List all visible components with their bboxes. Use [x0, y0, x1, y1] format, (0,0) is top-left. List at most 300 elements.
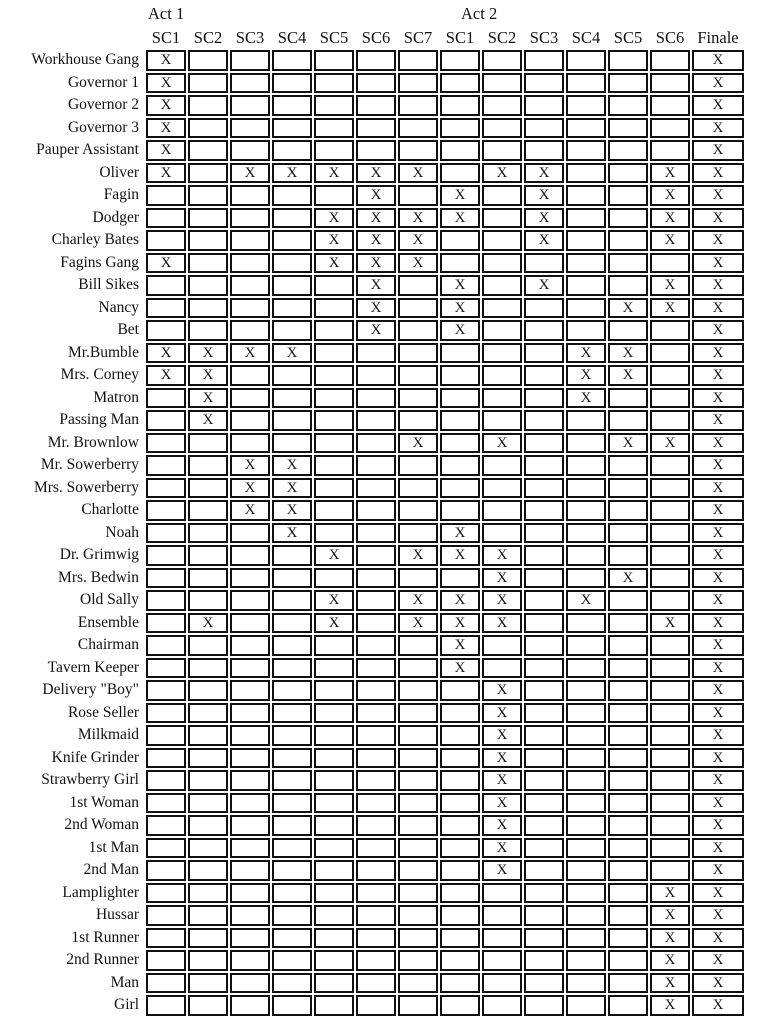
- row-label: 1st Woman: [69, 793, 139, 811]
- empty-cell: [440, 680, 480, 701]
- empty-cell: [398, 388, 438, 409]
- empty-cell: [230, 613, 270, 634]
- empty-cell: [188, 680, 228, 701]
- empty-cell: [356, 770, 396, 791]
- table-row: [4, 140, 744, 161]
- empty-cell: [566, 163, 606, 184]
- mark-cell: X: [692, 838, 744, 859]
- empty-cell: [650, 860, 690, 881]
- empty-cell: [482, 365, 522, 386]
- empty-cell: [230, 905, 270, 926]
- table-row: [4, 433, 744, 454]
- mark-cell: X: [524, 275, 564, 296]
- empty-cell: [398, 793, 438, 814]
- corner-spacer: [4, 4, 144, 24]
- empty-cell: [482, 478, 522, 499]
- empty-cell: [314, 950, 354, 971]
- empty-cell: [482, 500, 522, 521]
- empty-cell: [314, 433, 354, 454]
- empty-cell: [146, 185, 186, 206]
- table-row: [4, 590, 744, 611]
- empty-cell: [398, 118, 438, 139]
- empty-cell: [608, 973, 648, 994]
- empty-cell: [398, 365, 438, 386]
- row-label: Governor 1: [67, 73, 139, 91]
- mark-cell: X: [356, 163, 396, 184]
- table-row: [4, 950, 744, 971]
- table-row: [4, 568, 744, 589]
- empty-cell: [482, 928, 522, 949]
- empty-cell: [188, 230, 228, 251]
- empty-cell: [188, 275, 228, 296]
- mark-cell: X: [398, 163, 438, 184]
- mark-cell: X: [650, 185, 690, 206]
- mark-cell: X: [398, 433, 438, 454]
- empty-cell: [314, 73, 354, 94]
- scene-breakdown-page: [0, 2, 764, 1030]
- row-label: Nancy: [98, 298, 139, 316]
- mark-cell: X: [650, 905, 690, 926]
- empty-cell: [608, 860, 648, 881]
- empty-cell: [146, 928, 186, 949]
- mark-cell: X: [482, 860, 522, 881]
- column-header-act2-sc1: SC1: [445, 28, 475, 47]
- table-row: [4, 163, 744, 184]
- column-header-act2-sc2: SC2: [487, 28, 517, 47]
- mark-cell: X: [650, 208, 690, 229]
- empty-cell: [482, 275, 522, 296]
- empty-cell: [566, 770, 606, 791]
- empty-cell: [356, 568, 396, 589]
- empty-cell: [314, 568, 354, 589]
- empty-cell: [398, 73, 438, 94]
- mark-cell: X: [482, 725, 522, 746]
- empty-cell: [188, 455, 228, 476]
- mark-cell: X: [692, 343, 744, 364]
- empty-cell: [650, 815, 690, 836]
- empty-cell: [482, 253, 522, 274]
- empty-cell: [230, 973, 270, 994]
- empty-cell: [650, 838, 690, 859]
- empty-cell: [188, 815, 228, 836]
- empty-cell: [188, 793, 228, 814]
- empty-cell: [650, 748, 690, 769]
- empty-cell: [272, 770, 312, 791]
- empty-cell: [440, 973, 480, 994]
- empty-cell: [608, 658, 648, 679]
- empty-cell: [230, 73, 270, 94]
- row-label: Bill Sikes: [78, 276, 139, 294]
- empty-cell: [524, 613, 564, 634]
- empty-cell: [146, 905, 186, 926]
- empty-cell: [440, 748, 480, 769]
- empty-cell: [566, 883, 606, 904]
- column-header-act1-sc2: SC2: [193, 28, 223, 47]
- empty-cell: [188, 118, 228, 139]
- empty-cell: [230, 410, 270, 431]
- mark-cell: X: [692, 680, 744, 701]
- empty-cell: [524, 545, 564, 566]
- empty-cell: [356, 343, 396, 364]
- empty-cell: [440, 410, 480, 431]
- empty-cell: [356, 793, 396, 814]
- mark-cell: X: [608, 568, 648, 589]
- row-label: Noah: [105, 523, 139, 541]
- table-row: [4, 770, 744, 791]
- empty-cell: [608, 50, 648, 71]
- empty-cell: [524, 905, 564, 926]
- empty-cell: [314, 455, 354, 476]
- empty-cell: [524, 253, 564, 274]
- column-header-act1-sc6: SC6: [361, 28, 391, 47]
- empty-cell: [356, 50, 396, 71]
- mark-cell: X: [692, 748, 744, 769]
- empty-cell: [188, 208, 228, 229]
- empty-cell: [398, 703, 438, 724]
- mark-cell: X: [482, 433, 522, 454]
- table-row: [4, 995, 744, 1016]
- empty-cell: [188, 500, 228, 521]
- empty-cell: [314, 770, 354, 791]
- empty-cell: [524, 995, 564, 1016]
- table-row: [4, 703, 744, 724]
- mark-cell: X: [440, 545, 480, 566]
- empty-cell: [650, 455, 690, 476]
- empty-cell: [146, 860, 186, 881]
- empty-cell: [524, 365, 564, 386]
- empty-cell: [146, 748, 186, 769]
- empty-cell: [356, 973, 396, 994]
- empty-cell: [650, 523, 690, 544]
- mark-cell: X: [692, 905, 744, 926]
- empty-cell: [230, 118, 270, 139]
- table-row: [4, 50, 744, 71]
- empty-cell: [482, 343, 522, 364]
- mark-cell: X: [524, 163, 564, 184]
- empty-cell: [566, 500, 606, 521]
- empty-cell: [146, 500, 186, 521]
- empty-cell: [230, 770, 270, 791]
- empty-cell: [608, 770, 648, 791]
- mark-cell: X: [692, 973, 744, 994]
- empty-cell: [314, 410, 354, 431]
- table-row: [4, 230, 744, 251]
- empty-cell: [440, 73, 480, 94]
- mark-cell: X: [356, 320, 396, 341]
- empty-cell: [146, 770, 186, 791]
- empty-cell: [314, 928, 354, 949]
- row-label: 2nd Man: [83, 861, 139, 879]
- act-header-row: [4, 4, 744, 24]
- empty-cell: [146, 455, 186, 476]
- empty-cell: [482, 73, 522, 94]
- empty-cell: [146, 568, 186, 589]
- mark-cell: X: [188, 388, 228, 409]
- table-row: [4, 680, 744, 701]
- empty-cell: [314, 793, 354, 814]
- empty-cell: [650, 793, 690, 814]
- mark-cell: X: [440, 298, 480, 319]
- mark-cell: X: [440, 613, 480, 634]
- empty-cell: [440, 703, 480, 724]
- empty-cell: [356, 838, 396, 859]
- mark-cell: X: [356, 275, 396, 296]
- mark-cell: X: [692, 658, 744, 679]
- empty-cell: [440, 950, 480, 971]
- empty-cell: [272, 185, 312, 206]
- empty-cell: [188, 320, 228, 341]
- empty-cell: [230, 658, 270, 679]
- empty-cell: [566, 140, 606, 161]
- mark-cell: X: [314, 590, 354, 611]
- empty-cell: [230, 635, 270, 656]
- empty-cell: [398, 185, 438, 206]
- empty-cell: [650, 365, 690, 386]
- empty-cell: [524, 523, 564, 544]
- empty-cell: [398, 298, 438, 319]
- mark-cell: X: [650, 928, 690, 949]
- empty-cell: [272, 253, 312, 274]
- empty-cell: [608, 455, 648, 476]
- column-header-finale: Finale: [697, 28, 739, 47]
- empty-cell: [356, 928, 396, 949]
- empty-cell: [524, 680, 564, 701]
- empty-cell: [356, 73, 396, 94]
- empty-cell: [650, 118, 690, 139]
- empty-cell: [566, 95, 606, 116]
- mark-cell: X: [692, 478, 744, 499]
- empty-cell: [608, 725, 648, 746]
- empty-cell: [650, 703, 690, 724]
- empty-cell: [608, 928, 648, 949]
- empty-cell: [356, 455, 396, 476]
- empty-cell: [566, 433, 606, 454]
- empty-cell: [440, 568, 480, 589]
- empty-cell: [356, 140, 396, 161]
- empty-cell: [146, 433, 186, 454]
- row-label: Pauper Assistant: [36, 141, 139, 159]
- mark-cell: X: [692, 208, 744, 229]
- empty-cell: [524, 118, 564, 139]
- table-row: [4, 275, 744, 296]
- empty-cell: [272, 860, 312, 881]
- mark-cell: X: [692, 163, 744, 184]
- mark-cell: X: [356, 298, 396, 319]
- empty-cell: [566, 253, 606, 274]
- mark-cell: X: [314, 545, 354, 566]
- empty-cell: [314, 185, 354, 206]
- empty-cell: [650, 770, 690, 791]
- empty-cell: [566, 208, 606, 229]
- empty-cell: [314, 478, 354, 499]
- empty-cell: [650, 500, 690, 521]
- empty-cell: [650, 253, 690, 274]
- mark-cell: X: [650, 950, 690, 971]
- empty-cell: [482, 388, 522, 409]
- empty-cell: [440, 163, 480, 184]
- empty-cell: [188, 523, 228, 544]
- empty-cell: [272, 793, 312, 814]
- empty-cell: [188, 568, 228, 589]
- row-label: Mr. Sowerberry: [40, 456, 139, 474]
- empty-cell: [608, 883, 648, 904]
- table-row: [4, 973, 744, 994]
- empty-cell: [230, 320, 270, 341]
- row-label: Fagin: [103, 186, 139, 204]
- empty-cell: [524, 500, 564, 521]
- mark-cell: X: [692, 320, 744, 341]
- empty-cell: [524, 410, 564, 431]
- empty-cell: [566, 568, 606, 589]
- empty-cell: [314, 973, 354, 994]
- empty-cell: [314, 500, 354, 521]
- table-row: [4, 905, 744, 926]
- empty-cell: [356, 995, 396, 1016]
- empty-cell: [272, 928, 312, 949]
- row-label: 2nd Runner: [66, 951, 139, 969]
- empty-cell: [650, 545, 690, 566]
- mark-cell: X: [440, 635, 480, 656]
- empty-cell: [230, 995, 270, 1016]
- empty-cell: [524, 455, 564, 476]
- empty-cell: [188, 658, 228, 679]
- empty-cell: [524, 433, 564, 454]
- empty-cell: [566, 860, 606, 881]
- table-row: [4, 455, 744, 476]
- empty-cell: [356, 410, 396, 431]
- mark-cell: X: [146, 253, 186, 274]
- column-header-act1-sc5: SC5: [319, 28, 349, 47]
- mark-cell: X: [692, 118, 744, 139]
- empty-cell: [524, 50, 564, 71]
- empty-cell: [650, 590, 690, 611]
- empty-cell: [314, 95, 354, 116]
- empty-cell: [524, 950, 564, 971]
- empty-cell: [188, 95, 228, 116]
- mark-cell: X: [188, 343, 228, 364]
- empty-cell: [608, 95, 648, 116]
- empty-cell: [272, 50, 312, 71]
- mark-cell: X: [650, 275, 690, 296]
- empty-cell: [608, 208, 648, 229]
- empty-cell: [482, 208, 522, 229]
- mark-cell: X: [482, 680, 522, 701]
- empty-cell: [188, 883, 228, 904]
- empty-cell: [230, 793, 270, 814]
- mark-cell: X: [692, 613, 744, 634]
- empty-cell: [146, 545, 186, 566]
- empty-cell: [440, 860, 480, 881]
- empty-cell: [272, 208, 312, 229]
- empty-cell: [608, 838, 648, 859]
- mark-cell: X: [272, 163, 312, 184]
- row-label: 1st Man: [88, 838, 139, 856]
- empty-cell: [482, 140, 522, 161]
- mark-cell: X: [272, 478, 312, 499]
- row-label: Mrs. Sowerberry: [33, 478, 139, 496]
- empty-cell: [188, 973, 228, 994]
- empty-cell: [230, 433, 270, 454]
- mark-cell: X: [440, 320, 480, 341]
- empty-cell: [566, 185, 606, 206]
- mark-cell: X: [524, 185, 564, 206]
- empty-cell: [608, 118, 648, 139]
- empty-cell: [314, 298, 354, 319]
- empty-cell: [440, 815, 480, 836]
- row-label: Passing Man: [59, 411, 139, 429]
- empty-cell: [146, 815, 186, 836]
- empty-cell: [356, 433, 396, 454]
- empty-cell: [566, 703, 606, 724]
- empty-cell: [146, 793, 186, 814]
- table-row: [4, 523, 744, 544]
- empty-cell: [566, 748, 606, 769]
- empty-cell: [566, 230, 606, 251]
- table-row: [4, 298, 744, 319]
- empty-cell: [398, 860, 438, 881]
- table-row: [4, 838, 744, 859]
- empty-cell: [482, 973, 522, 994]
- empty-cell: [482, 298, 522, 319]
- empty-cell: [188, 748, 228, 769]
- mark-cell: X: [398, 253, 438, 274]
- empty-cell: [398, 658, 438, 679]
- mark-cell: X: [692, 230, 744, 251]
- empty-cell: [230, 50, 270, 71]
- mark-cell: X: [482, 815, 522, 836]
- empty-cell: [188, 433, 228, 454]
- empty-cell: [272, 298, 312, 319]
- empty-cell: [650, 478, 690, 499]
- empty-cell: [314, 815, 354, 836]
- empty-cell: [482, 50, 522, 71]
- empty-cell: [356, 748, 396, 769]
- empty-cell: [272, 995, 312, 1016]
- empty-cell: [650, 680, 690, 701]
- empty-cell: [482, 950, 522, 971]
- empty-cell: [230, 928, 270, 949]
- mark-cell: X: [692, 635, 744, 656]
- empty-cell: [230, 748, 270, 769]
- mark-cell: X: [692, 95, 744, 116]
- row-label: Workhouse Gang: [31, 51, 139, 69]
- empty-cell: [356, 815, 396, 836]
- mark-cell: X: [146, 118, 186, 139]
- empty-cell: [230, 590, 270, 611]
- empty-cell: [146, 635, 186, 656]
- table-row: [4, 883, 744, 904]
- empty-cell: [440, 455, 480, 476]
- mark-cell: X: [230, 455, 270, 476]
- column-header-act2-sc3: SC3: [529, 28, 559, 47]
- empty-cell: [188, 838, 228, 859]
- mark-cell: X: [482, 545, 522, 566]
- row-label: Delivery "Boy": [42, 681, 139, 699]
- empty-cell: [482, 185, 522, 206]
- column-header-act1-sc4: SC4: [277, 28, 307, 47]
- empty-cell: [188, 50, 228, 71]
- mark-cell: X: [692, 590, 744, 611]
- empty-cell: [272, 410, 312, 431]
- table-row: [4, 388, 744, 409]
- row-label: Hussar: [95, 906, 139, 924]
- empty-cell: [398, 568, 438, 589]
- empty-cell: [482, 410, 522, 431]
- empty-cell: [188, 860, 228, 881]
- empty-cell: [146, 298, 186, 319]
- empty-cell: [398, 523, 438, 544]
- empty-cell: [608, 500, 648, 521]
